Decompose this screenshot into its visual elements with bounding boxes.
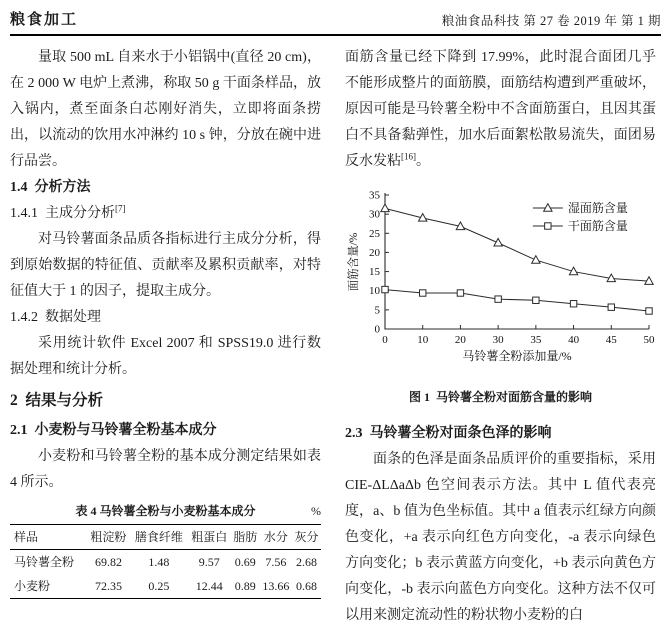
x-tick-label: 10 [417,334,429,346]
color-method-paragraph: 面条的色泽是面条品质评价的重要指标，采用 CIE-ΔLΔaΔb 色空间表示方法。其中 L 值代表亮度，a、b 值为色坐标值。其中 a 值表示红绿方向颜色变化，+a 表示向红色方向变化，-a 表示向绿色方向变化；b 表示黄蓝方向变化，+b 表示向黄色方向变化，-b 表示向蓝色方向变化。这种方法不仅可以用来测定流动性的粉状物小麦粉的白 [345,452,656,623]
column-header: 膳食纤维 [134,529,183,544]
table-cell: 2.68 [296,554,318,569]
section-heading-1-4-2: 1.4.2 数据处理 [10,310,101,325]
section-heading-1-4-1 [10,201,321,227]
square-marker [382,286,388,292]
y-tick-label: 5 [374,304,380,317]
table-4-title [10,502,321,521]
table-cell: 1.48 [148,554,170,569]
y-tick-label: 30 [369,208,380,221]
citation-ref-16: [16] [401,151,416,162]
table-unit-label: % [311,504,321,518]
table-4 [10,502,321,599]
y-tick-label: 15 [369,266,380,279]
composition-table [10,524,321,599]
two-column-body [10,45,661,629]
table-cell: 7.56 [265,554,287,569]
figure-1 [345,185,656,381]
square-marker [457,290,463,296]
column-header: 水分 [263,529,288,544]
triangle-marker [494,238,502,246]
y-tick-label: 10 [369,285,380,298]
table-cell: 69.82 [94,554,122,569]
section-heading-2-3: 2.3 马铃薯全粉对面条色泽的影响 [345,426,552,441]
table-title-text: 表 4 马铃薯全粉与小麦粉基本成分 [75,504,256,518]
x-tick-label: 35 [530,334,542,346]
section-heading-2: 2 结果与分析 [10,392,104,409]
page-header [10,6,661,36]
section-heading-1-4: 1.4 分析方法 [10,180,91,195]
x-tick-label: 30 [492,334,504,346]
triangle-marker [381,204,389,212]
column-header: 脂肪 [233,529,258,544]
gluten-line-chart [345,185,661,371]
y-tick-label: 25 [369,227,380,240]
paragraph-text: 面筋含量已经下降到 17.99%，此时混合面团几乎不能形成整片的面筋膜，面筋结构遭到严重破坏，原因可能是马铃薯全粉中不含面筋蛋白，且因其蛋白不具备黏弹性，加水后面絮松散易流失，面团易反水发粘 [345,50,656,169]
citation-ref-7: [7] [115,203,126,214]
legend-label: 干面筋含量 [567,219,628,233]
journal-issue-info: 粮油食品科技 第 27 卷 2019 年 第 1 期 [441,14,661,28]
square-marker [570,301,576,307]
table-cell: 12.44 [195,578,223,593]
pca-paragraph: 对马铃薯面条品质各指标进行主成分分析，得到原始数据的特征值、贡献率及累积贡献率，对特征值大于 1 的因子，提取主成分。 [10,232,321,299]
square-marker [646,308,652,314]
table-row [10,550,321,575]
figure-1-caption: 图 1 马铃薯全粉对面筋含量的影响 [408,390,592,404]
basic-composition-paragraph: 小麦粉和马铃薯全粉的基本成分测定结果如表 4 所示。 [10,449,321,490]
column-header: 粗蛋白 [191,529,228,544]
x-tick-label: 50 [643,334,655,346]
table-cell: 0.68 [296,578,318,593]
table-row [10,574,321,599]
table-cell: 0.89 [234,578,256,593]
column-header: 样品 [14,529,39,544]
table-cell: 马铃薯全粉 [14,554,75,569]
section-heading-2-1: 2.1 小麦粉与马铃薯全粉基本成分 [10,423,217,438]
x-tick-label: 20 [454,334,466,346]
y-axis-label: 面筋含量/% [348,232,360,292]
gluten-discussion-paragraph [345,45,656,175]
table-cell: 72.35 [94,578,122,593]
column-header: 粗淀粉 [90,529,127,544]
table-cell: 0.25 [148,578,170,593]
x-axis-label: 马铃薯全粉添加量/% [462,349,572,363]
heading-text: 1.4.1 主成分分析 [10,206,115,221]
right-column [345,45,656,629]
journal-section-title: 粮食加工 [10,12,79,28]
table-cell: 9.57 [198,554,220,569]
y-tick-label: 0 [374,323,380,336]
square-marker [608,304,614,310]
square-marker [495,296,501,302]
triangle-marker [544,204,552,212]
legend-label: 湿面筋含量 [567,201,628,215]
square-marker [545,223,551,229]
column-header: 灰分 [294,529,319,544]
y-tick-label: 20 [369,246,380,259]
x-tick-label: 40 [568,334,580,346]
table-cell: 0.69 [234,554,256,569]
statistics-paragraph: 采用统计软件 Excel 2007 和 SPSS19.0 进行数据处理和统计分析。 [10,336,321,377]
x-tick-label: 45 [605,334,617,346]
y-tick-label: 35 [369,189,380,202]
triangle-marker [532,256,540,264]
paragraph-text: 。 [416,154,430,169]
square-marker [533,297,539,303]
cooking-procedure-paragraph: 量取 500 mL 自来水于小铝锅中(直径 20 cm)，在 2 000 W 电炉上煮沸，称取 50 g 干面条样品，放入锅内，煮至面条白芯刚好消失，立即将面条捞出，以流动的饮用水冲淋约 10 s 钟，分放在碗中进行品尝。 [10,50,321,169]
table-header-row [10,525,321,550]
left-column [10,45,321,629]
x-tick-label: 0 [382,334,388,346]
table-cell: 13.66 [262,578,290,593]
table-cell: 小麦粉 [14,578,51,593]
square-marker [420,290,426,296]
